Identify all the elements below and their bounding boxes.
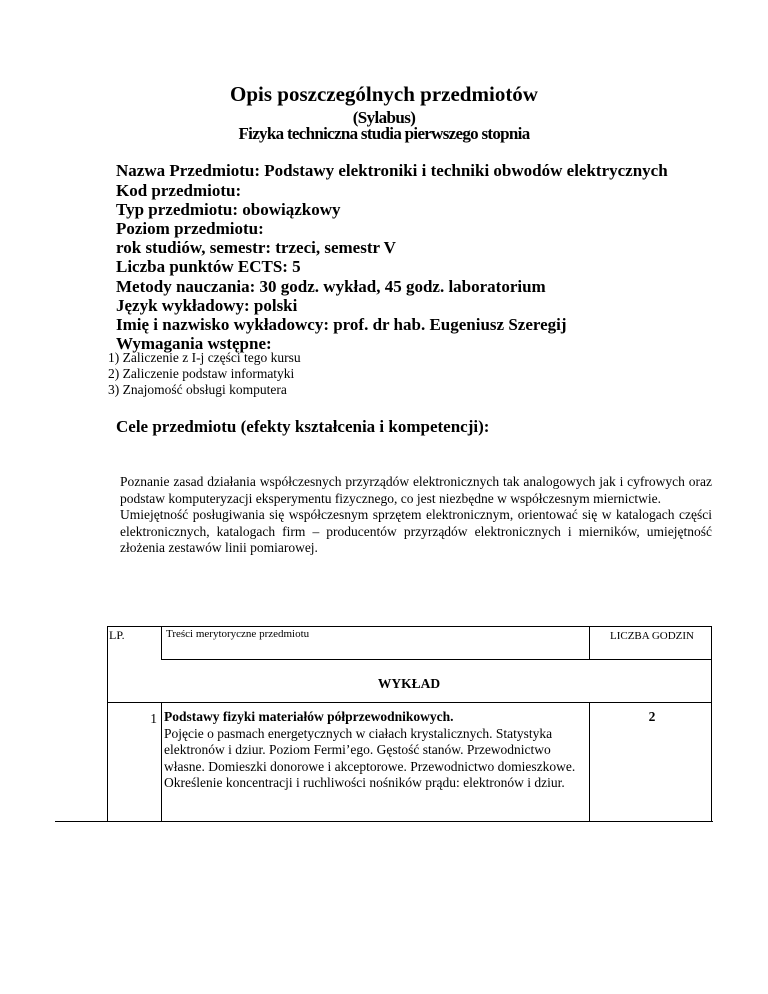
header-hours: LICZBA GODZIN [609,630,695,642]
goals-paragraph: Poznanie zasad działania współczesnych przyrządów elektronicznych tak analogowych jak i cyfrowych oraz podstaw komputeryzacji eksperymentu fizycznego, co jest niezbędne w współczesnym miernictwie. [120,474,712,506]
year-semester-field: rok studiów, semestr: trzeci, semestr V [116,238,396,257]
header-lp: LP. [109,628,125,642]
row-number: 1 [150,711,157,726]
goals-paragraph: Umiejętność posługiwania się współczesnym sprzętem elektronicznym, orientować się w katalogach części elektronicznych, katalogach firm – producentów przyrządów elektronicznych i mierników, umiejętność złożenia zestawów linii pomiarowej. [120,507,712,556]
course-code-field: Kod przedmiotu: [116,181,242,200]
requirement-item: 2) Zaliczenie podstaw informatyki [108,366,295,381]
header-content: Treści merytoryczne przedmiotu [166,628,310,640]
language-field: Język wykładowy: polski [116,296,298,315]
goals-heading: Cele przedmiotu (efekty kształcenia i kompetencji): [116,417,490,436]
row-content [164,709,589,792]
lecturer-field: Imię i nazwisko wykładowcy: prof. dr hab. Eugeniusz Szeregij [116,315,567,334]
requirement-item: 3) Znajomość obsługi komputera [108,382,287,397]
requirement-item: 1) Zaliczenie z I-j części tego kursu [108,350,301,365]
section-lecture: WYKŁAD [377,676,441,691]
document-title: Opis poszczególnych przedmiotów [230,82,538,106]
ects-field: Liczba punktów ECTS: 5 [116,257,301,276]
course-type-field: Typ przedmiotu: obowiązkowy [116,200,341,219]
document-subtitle: (Sylabus) [352,108,416,127]
goals-text [120,474,712,557]
course-name-field: Nazwa Przedmiotu: Podstawy elektroniki i techniki obwodów elektrycznych [116,161,668,180]
teaching-methods-field: Metody nauczania: 30 godz. wykład, 45 godz. laboratorium [116,277,546,296]
prerequisites-field: Wymagania wstępne: [116,334,272,353]
row-topic-title: Podstawy fizyki materiałów półprzewodnikowych. [164,709,454,724]
row-hours: 2 [648,709,656,724]
row-topic-description: Pojęcie o pasmach energetycznych w ciałach krystalicznych. Statystyka elektronów i dziur. Poziom Fermi’ego. Gęstość stanów. Przewodnictwo własne. Domieszki donorowe i akceptorowe. Przewodnictwo domieszkowe. Określenie koncentracji i ruchliwości nośników prądu: elektronów i dziur. [164,725,576,790]
program-name: Fizyka techniczna studia pierwszego stopnia [238,124,530,143]
course-level-field: Poziom przedmiotu: [116,219,264,238]
